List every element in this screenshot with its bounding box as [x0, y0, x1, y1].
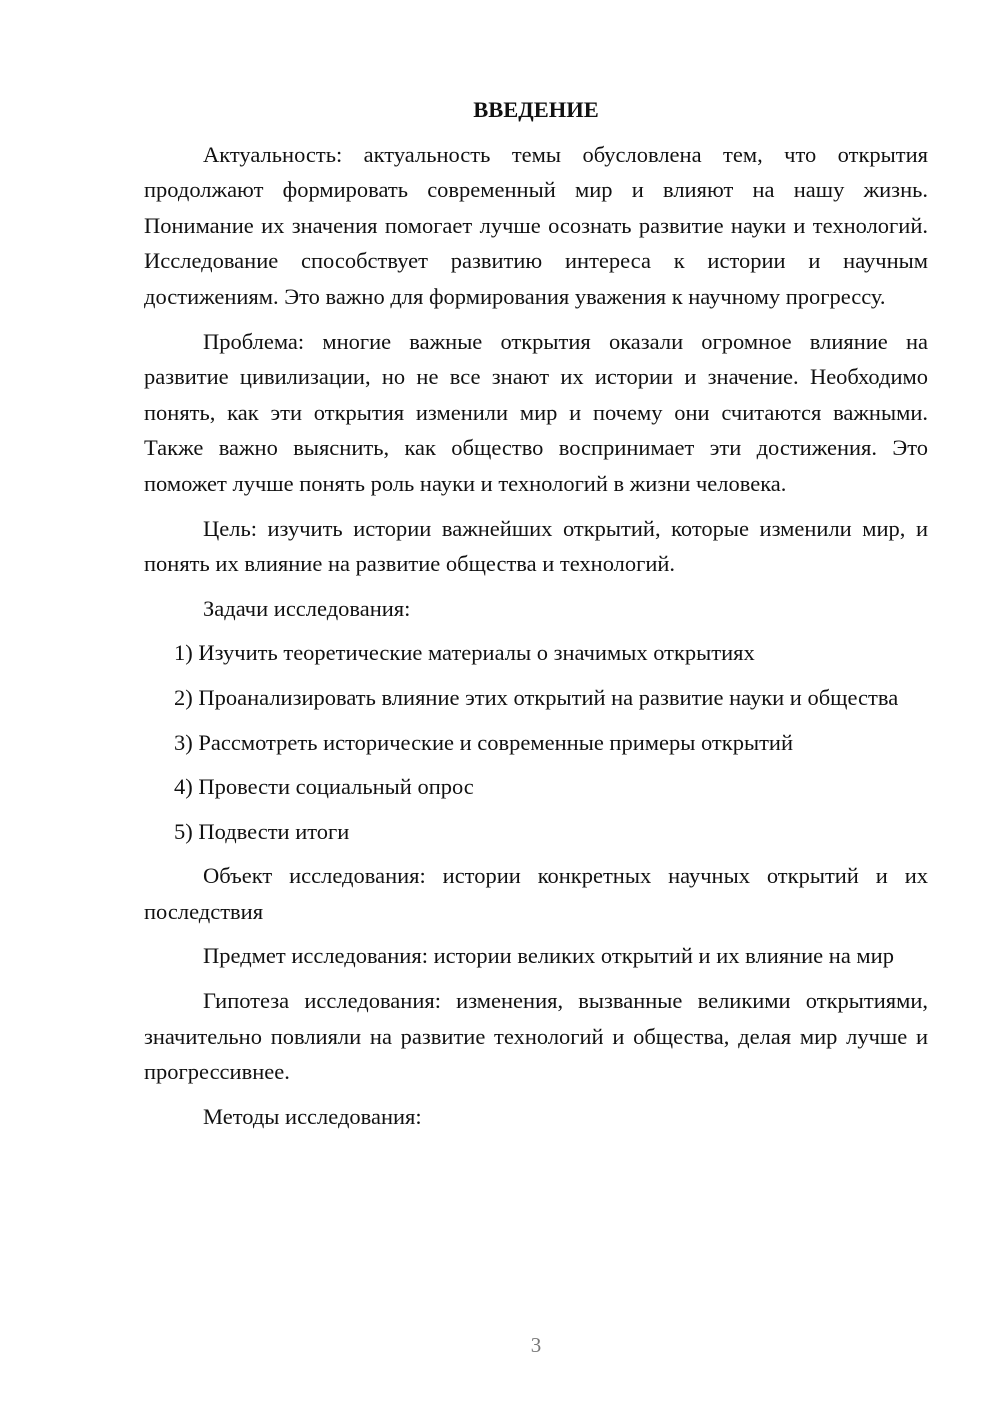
paragraph-goal: Цель: изучить истории важнейших открытий, которые изменили мир, и понять их влияние на развитие общества и технологий.	[144, 515, 928, 577]
document-title: ВВЕДЕНИЕ	[473, 97, 599, 122]
task-item-5: 5) Подвести итоги	[174, 818, 350, 844]
document-page	[144, 92, 928, 1143]
methods-heading: Методы исследования:	[203, 1103, 422, 1129]
task-item-3: 3) Рассмотреть исторические и современные примеры открытий	[174, 729, 793, 755]
task-item-2: 2) Проанализировать влияние этих открытий на развитие науки и общества	[174, 684, 899, 710]
paragraph-problem: Проблема: многие важные открытия оказали огромное влияние на развитие цивилизации, но не все знают их истории и значение. Необходимо понять, как эти открытия изменили мир и почему они считаются важными. Также важно выяснить, как общество воспринимает эти достижения. Это поможет лучше понять роль науки и технологий в жизни человека.	[144, 328, 928, 496]
task-item-4: 4) Провести социальный опрос	[174, 774, 474, 800]
task-item-1: 1) Изучить теоретические материалы о значимых открытиях	[174, 640, 755, 666]
paragraph-relevance: Актуальность: актуальность темы обусловлена тем, что открытия продолжают формировать современный мир и влияют на нашу жизнь. Понимание их значения помогает лучше осознать развитие науки и технологий. Исследование способствует развитию интереса к истории и научным достижениям. Это важно для формирования уважения к научному прогрессу.	[144, 141, 928, 309]
page-number: 3	[530, 1333, 542, 1357]
paragraph-object: Объект исследования: истории конкретных научных открытий и их последствия	[144, 863, 928, 924]
paragraph-hypothesis: Гипотеза исследования: изменения, вызванные великими открытиями, значительно повлияли на развитие технологий и общества, делая мир лучше и прогрессивнее.	[144, 988, 928, 1085]
tasks-heading: Задачи исследования:	[203, 595, 411, 621]
paragraph-subject: Предмет исследования: истории великих открытий и их влияние на мир	[203, 943, 894, 969]
